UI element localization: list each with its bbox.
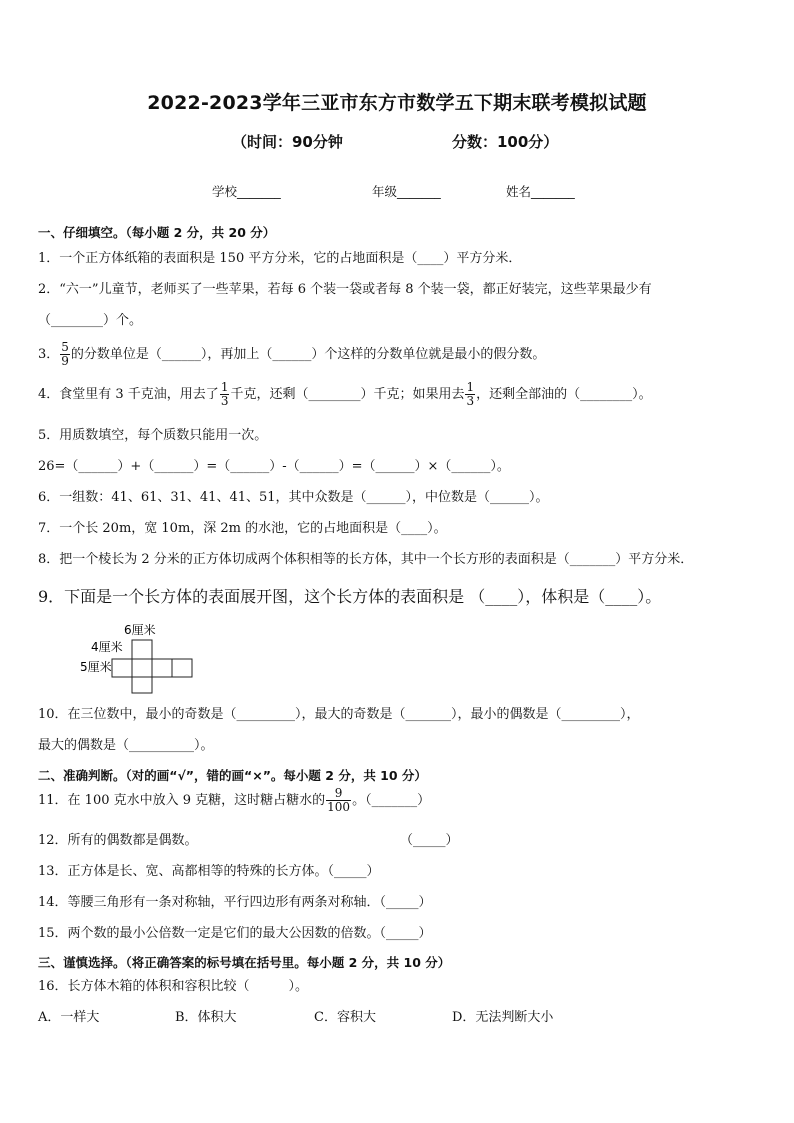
- option-b: B．体积大: [175, 1010, 237, 1025]
- net-face-back: [172, 659, 192, 677]
- section-3-heading: 三、谨慎选择。（将正确答案的标号填在括号里。每小题 2 分，共 10 分）: [38, 955, 451, 970]
- question-12: 12．所有的偶数都是偶数。: [38, 833, 198, 848]
- page-title: 2022-2023学年三亚市东方市数学五下期末联考模拟试题: [147, 92, 647, 114]
- question-2-line-2: （________）个。: [38, 313, 143, 328]
- question-3-number: 3．: [38, 347, 60, 362]
- question-15: 15．两个数的最小公倍数一定是它们的最大公因数的倍数。（_____）: [38, 926, 432, 941]
- question-13: 13．正方体是长、宽、高都相等的特殊的长方体。（_____）: [38, 864, 380, 879]
- net-label-top: 6厘米: [124, 623, 156, 637]
- net-face-top: [132, 640, 152, 659]
- question-14: 14．等腰三角形有一条对称轴，平行四边形有两条对称轴．（_____）: [38, 895, 432, 910]
- cuboid-net-diagram: [80, 620, 210, 695]
- net-face-left: [112, 659, 132, 677]
- grade-field: 年级_______: [372, 184, 441, 199]
- question-9: 9．下面是一个长方体的表面展开图，这个长方体的表面积是 （____），体积是（____）。: [38, 587, 662, 606]
- question-10-line-2: 最大的偶数是（__________）。: [38, 738, 214, 753]
- question-5-line-1: 5．用质数填空，每个质数只能用一次。: [38, 428, 268, 443]
- net-label-left-1: 4厘米: [91, 640, 123, 654]
- time-label: （时间：90分钟: [232, 133, 343, 151]
- question-4: 4．食堂里有 3 千克油，用去了 $\frac{1}{3}$ 千克，还剩（________）千克；如果用去 $\frac{1}{3}$ ，还剩全部油的（________）。: [38, 380, 652, 408]
- question-8: 8．把一个棱长为 2 分米的正方体切成两个体积相等的长方体，其中一个长方形的表面积是（_______）平方分米．: [38, 552, 694, 567]
- school-field: 学校_______: [212, 184, 281, 199]
- net-face-bottom: [132, 677, 152, 693]
- fraction: $\frac{1}{3}$: [466, 380, 475, 408]
- question-7: 7．一个长 20m，宽 10m，深 2m 的水池，它的占地面积是（____）。: [38, 521, 447, 536]
- net-face-front: [132, 659, 152, 677]
- name-field: 姓名_______: [506, 184, 575, 199]
- option-a: A．一样大: [38, 1010, 100, 1025]
- question-10-line-1: 10．在三位数中，最小的奇数是（_________），最大的奇数是（_______），最小的偶数是（_________），: [38, 707, 640, 722]
- option-c: C．容积大: [314, 1010, 376, 1025]
- net-label-left-2: 5厘米: [80, 660, 112, 674]
- fraction: $\frac{9}{100}$: [327, 786, 351, 814]
- question-1: 1．一个正方体纸箱的表面积是 150 平方分米，它的占地面积是（____）平方分米．: [38, 251, 522, 266]
- question-12-blank: （_____）: [400, 833, 459, 848]
- question-5-line-2: 26=（______）+（______）=（______）-（______）=（______）×（______）。: [38, 459, 510, 474]
- fraction: $\frac{1}{3}$: [220, 380, 229, 408]
- question-11: 11．在 100 克水中放入 9 克糖，这时糖占糖水的 $\frac{9}{100}$ 。（_______）: [38, 786, 431, 814]
- question-16: 16．长方体木箱的体积和容积比较（ ）。: [38, 979, 309, 994]
- question-3-text: 的分数单位是（______），再加上（______）个这样的分数单位就是最小的假分数。: [70, 347, 546, 362]
- fraction: $\frac{5}{9}$: [61, 340, 69, 368]
- question-6: 6．一组数：41、61、31、41、41、51，其中众数是（______），中位数是（______）。: [38, 490, 549, 505]
- section-1-heading: 一、仔细填空。（每小题 2 分，共 20 分）: [38, 225, 276, 240]
- question-3: [38, 341, 545, 368]
- net-face-right: [152, 659, 172, 677]
- section-2-heading: 二、准确判断。（对的画“√”，错的画“×”。每小题 2 分，共 10 分）: [38, 768, 427, 783]
- score-label: 分数：100分）: [452, 133, 559, 151]
- option-d: D．无法判断大小: [452, 1010, 554, 1025]
- question-2-line-1: 2．“六一”儿童节，老师买了一些苹果，若每 6 个装一袋或者每 8 个装一袋，都正好装完，这些苹果最少有: [38, 282, 652, 297]
